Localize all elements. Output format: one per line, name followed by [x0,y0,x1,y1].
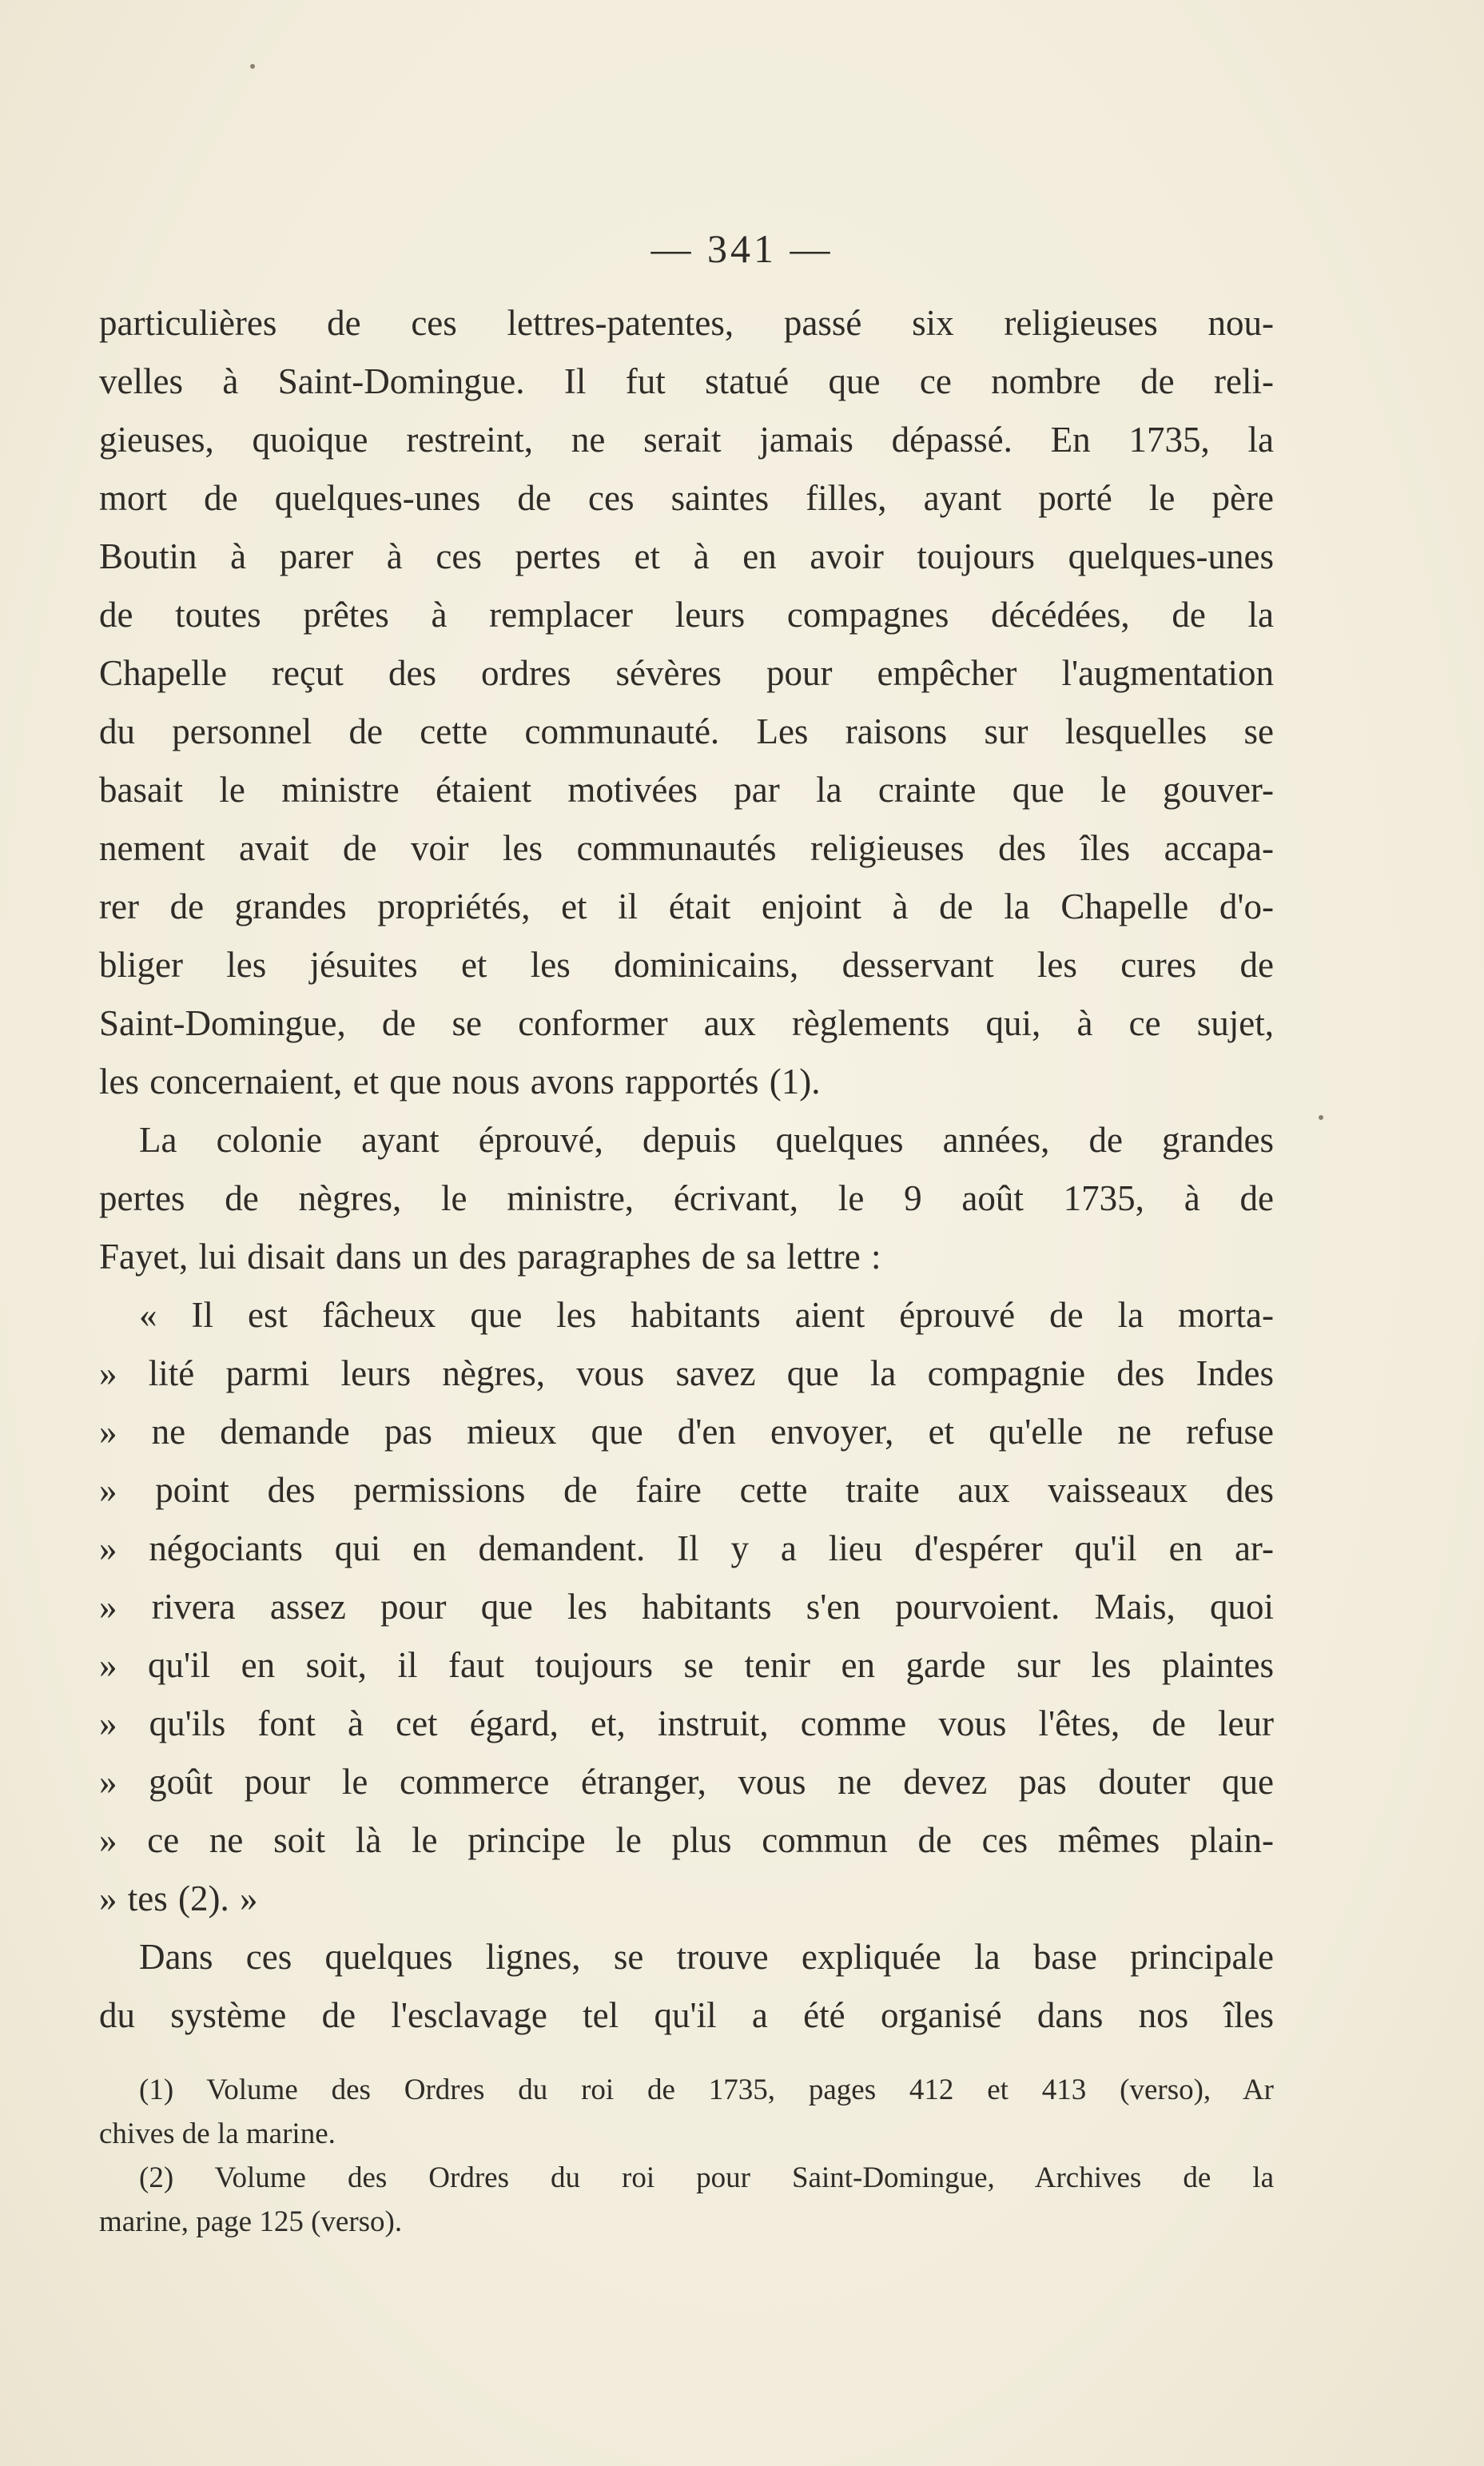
text-line: pertes de nègres, le ministre, écrivant, le 9 août 1735, à de [99,1178,1274,1218]
text-line: du personnel de cette communauté. Les raisons sur lesquelles se [99,711,1274,751]
text-line: » négociants qui en demandent. Il y a lieu d'espérer qu'il en ar- [99,1528,1274,1568]
ink-speck [1319,1115,1323,1120]
footnote-line: chives de la marine. [99,2117,336,2150]
ink-speck [250,64,255,69]
text-line: de toutes prêtes à remplacer leurs compagnes décédées, de la [99,595,1274,635]
text-line: rer de grandes propriétés, et il était enjoint à de la Chapelle d'o- [99,886,1274,926]
text-line: Fayet, lui disait dans un des paragraphes de sa lettre : [99,1237,881,1277]
text-line: Boutin à parer à ces pertes et à en avoir toujours quelques-unes [99,536,1274,576]
text-line: » ne demande pas mieux que d'en envoyer, et qu'elle ne refuse [99,1412,1274,1452]
text-line: velles à Saint-Domingue. Il fut statué que ce nombre de reli- [99,361,1274,401]
text-line: bliger les jésuites et les dominicains, desservant les cures de [99,945,1274,985]
text-line: du système de l'esclavage tel qu'il a été organisé dans nos îles [99,1995,1274,2035]
text-line: mort de quelques-unes de ces saintes filles, ayant porté le père [99,478,1274,518]
text-line: » lité parmi leurs nègres, vous savez que la compagnie des Indes [99,1353,1274,1393]
footnote-line: (2) Volume des Ordres du roi pour Saint-Domingue, Archives de la [139,2161,1274,2194]
footnotes [99,2068,1274,2244]
text-line: » tes (2). » [99,1878,258,1918]
text-line: « Il est fâcheux que les habitants aient éprouvé de la morta- [139,1295,1274,1335]
text-line: » qu'ils font à cet égard, et, instruit, comme vous l'êtes, de leur [99,1703,1274,1743]
text-line: » rivera assez pour que les habitants s'en pourvoient. Mais, quoi [99,1587,1274,1627]
text-line: Chapelle reçut des ordres sévères pour empêcher l'augmentation [99,653,1274,693]
text-line: » ce ne soit là le principe le plus commun de ces mêmes plain- [99,1820,1274,1860]
text-line: La colonie ayant éprouvé, depuis quelques années, de grandes [139,1120,1274,1160]
body-text [99,294,1274,2045]
text-line: particulières de ces lettres-patentes, passé six religieuses nou- [99,303,1274,343]
text-line: nement avait de voir les communautés religieuses des îles accapa- [99,828,1274,868]
footnote-line: (1) Volume des Ordres du roi de 1735, pages 412 et 413 (verso), Ar [139,2074,1274,2106]
text-line: » goût pour le commerce étranger, vous ne devez pas douter que [99,1762,1274,1802]
text-line: les concernaient, et que nous avons rapportés (1). [99,1062,821,1102]
page-number: — 341 — [650,226,834,271]
text-line: » qu'il en soit, il faut toujours se tenir en garde sur les plaintes [99,1645,1274,1685]
text-line: gieuses, quoique restreint, ne serait jamais dépassé. En 1735, la [99,420,1274,460]
text-line: Dans ces quelques lignes, se trouve expliquée la base principale [139,1937,1274,1977]
text-line: Saint-Domingue, de se conformer aux règlements qui, à ce sujet, [99,1003,1274,1043]
text-line: » point des permissions de faire cette traite aux vaisseaux des [99,1470,1274,1510]
text-line: basait le ministre étaient motivées par la crainte que le gouver- [99,770,1274,810]
footnote-line: marine, page 125 (verso). [99,2205,403,2238]
